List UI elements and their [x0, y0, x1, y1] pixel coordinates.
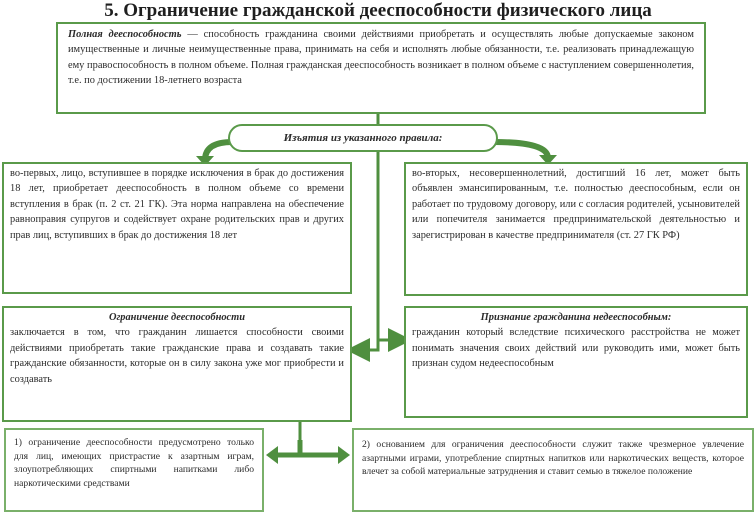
note-2-text: 2) основанием для ограничения дееспособности служит также чрезмерное увлечение азартными играми, употребление спиртных напитков или наркотических веществ, которое влечет за собой материальные затруднения и ставит семью в тяжелое положение — [362, 439, 744, 477]
incapacity-box — [404, 306, 748, 418]
note-2-box — [352, 428, 754, 512]
exception-left-text: во-первых, лицо, вступившее в порядке исключения в брак до достижения 18 лет, приобретает дееспособность в полном объеме со времени вступления в брак (п. 2 ст. 21 ГК). Эта норма направлена на обеспечение равноправия супругов и содействует охране родительских прав и других прав лиц, вступивших в брак до достижения 18 лет — [10, 168, 344, 241]
arrowhead-note2 — [338, 446, 350, 464]
definition-text: — способность гражданина своими действиями приобретать и осуществлять любые допускаемые законом имущественные и личные неимущественные права, принимать на себя и исполнять любые обязанности, т.е. реализовать принадлежащую ему правоспособность в полном объеме. Полная гражданская дееспособность возникает в полном объеме с наступлением совершеннолетия, т.е. по достижении 18-летнего возраста — [68, 29, 695, 87]
definition-term: Полная дееспособность — [68, 29, 182, 40]
definition-box — [56, 22, 706, 114]
arrowhead-note1 — [266, 446, 278, 464]
restriction-text: заключается в том, что гражданин лишается способности своими действиями приобретать такие гражданские права и создавать такие гражданские обязанности, которые он в силу закона уже мог приобрести и создавать — [10, 327, 344, 385]
exception-right-box — [404, 162, 748, 296]
restriction-heading: Ограничение дееспособности — [108, 312, 246, 323]
exception-left-box — [2, 162, 352, 294]
page-title: 5. Ограничение гражданской дееспособности физического лица — [104, 0, 652, 21]
restriction-box — [2, 306, 352, 422]
incapacity-heading: Признание гражданина недееспособным: — [480, 312, 672, 323]
exceptions-label: Изъятия из указанного правила: — [228, 124, 498, 152]
note-1-box — [4, 428, 264, 512]
arrow-center-left — [358, 340, 378, 350]
exception-right-text: во-вторых, несовершеннолетний, достигший 16 лет, может быть объявлен эмансипированным, т.е. полностью дееспособным, если он работает по трудовому договору, или с согласия родителей, усыновителей или попечителя занимается предпринимательской деятельностью и зарегистрирован в качестве предпринимателя (ст. 27 ГК РФ) — [412, 168, 740, 241]
incapacity-text: гражданин который вследствие психического расстройства не может понимать значения своих действий или руководить ими, может быть признан судом недееспособным — [412, 327, 740, 370]
note-1-text: 1) ограничение дееспособности предусмотрено только для лиц, имеющих пристрастие к азартным играм, злоупотребляющих спиртными напитками либо наркотическими средствами — [14, 437, 254, 489]
